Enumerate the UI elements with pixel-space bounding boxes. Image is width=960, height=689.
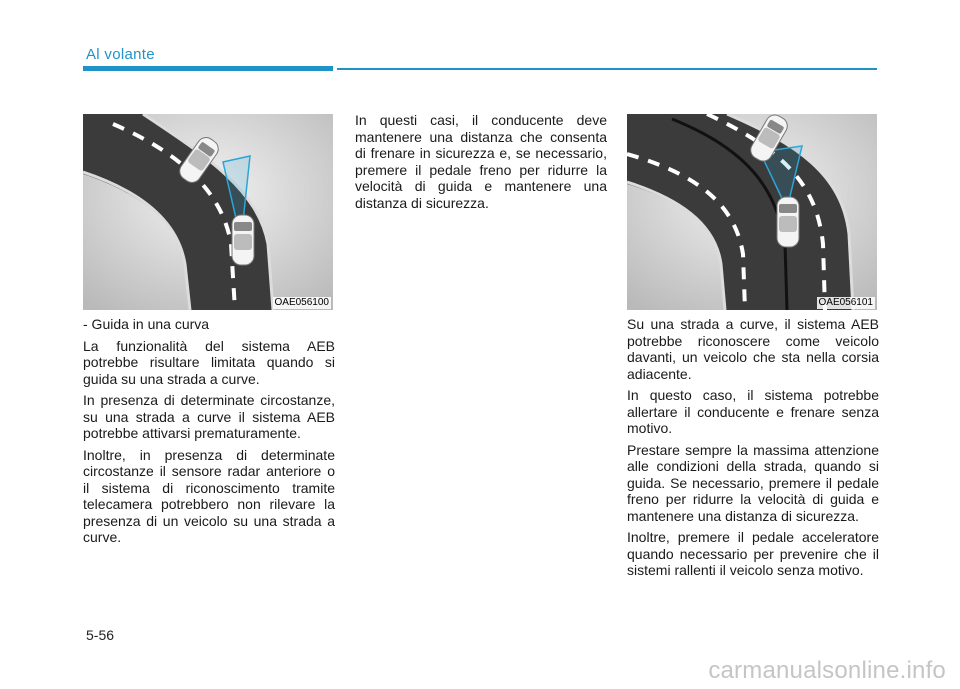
watermark: carmanualsonline.info — [708, 657, 946, 684]
figure-curve-adjacent-lane — [627, 114, 877, 310]
left-column — [83, 316, 335, 551]
paragraph: Inoltre, premere il pedale acceleratore quando necessario per prevenire che il sistemi rallenti il veicolo senza motivo. — [627, 529, 879, 578]
right-column — [627, 316, 879, 584]
paragraph: In questo caso, il sistema potrebbe allertare il conducente e frenare senza motivo. — [627, 387, 879, 436]
ego-car — [232, 215, 254, 265]
paragraph: Inoltre, in presenza di determinate circostanze il sensore radar anteriore o il sistema di riconoscimento tramite telecamera potrebbero non rilevare la presenza di un veicolo su una strada a curve. — [83, 446, 335, 545]
curve-road-illustration — [83, 114, 333, 310]
header-rule-thick — [83, 66, 333, 71]
section-title: Al volante — [86, 46, 155, 63]
figure-curve-same-lane — [83, 114, 333, 310]
paragraph: La funzionalità del sistema AEB potrebbe risultare limitata quando si guida su una strada a curve. — [83, 337, 335, 387]
paragraph: In presenza di determinate circostanze, su una strada a curve il sistema AEB potrebbe attivarsi prematuramente. — [83, 392, 335, 441]
header-rule-thin — [337, 68, 877, 70]
page-number: 5-56 — [86, 627, 115, 643]
figure-code: OAE056101 — [818, 297, 873, 308]
paragraph: Su una strada a curve, il sistema AEB potrebbe riconoscere come veicolo davanti, un veicolo che sta nella corsia adiacente. — [627, 316, 879, 382]
subheading-curve: - Guida in una curva — [83, 316, 210, 332]
middle-column — [355, 112, 607, 216]
adjacent-lane-illustration — [627, 114, 877, 310]
paragraph: In questi casi, il conducente deve mantenere una distanza che consenta di frenare in sicurezza e, se necessario, premere il pedale freno per ridurre la velocità di guida e mantenere una distanza di sicurezza. — [355, 112, 607, 211]
ego-car — [777, 197, 799, 247]
paragraph: Prestare sempre la massima attenzione alle condizioni della strada, quando si guida. Se necessario, premere il pedale freno per ridurre la velocità di guida e mantenere una distanza di sicurezza. — [627, 441, 879, 524]
figure-code: OAE056100 — [274, 297, 329, 308]
